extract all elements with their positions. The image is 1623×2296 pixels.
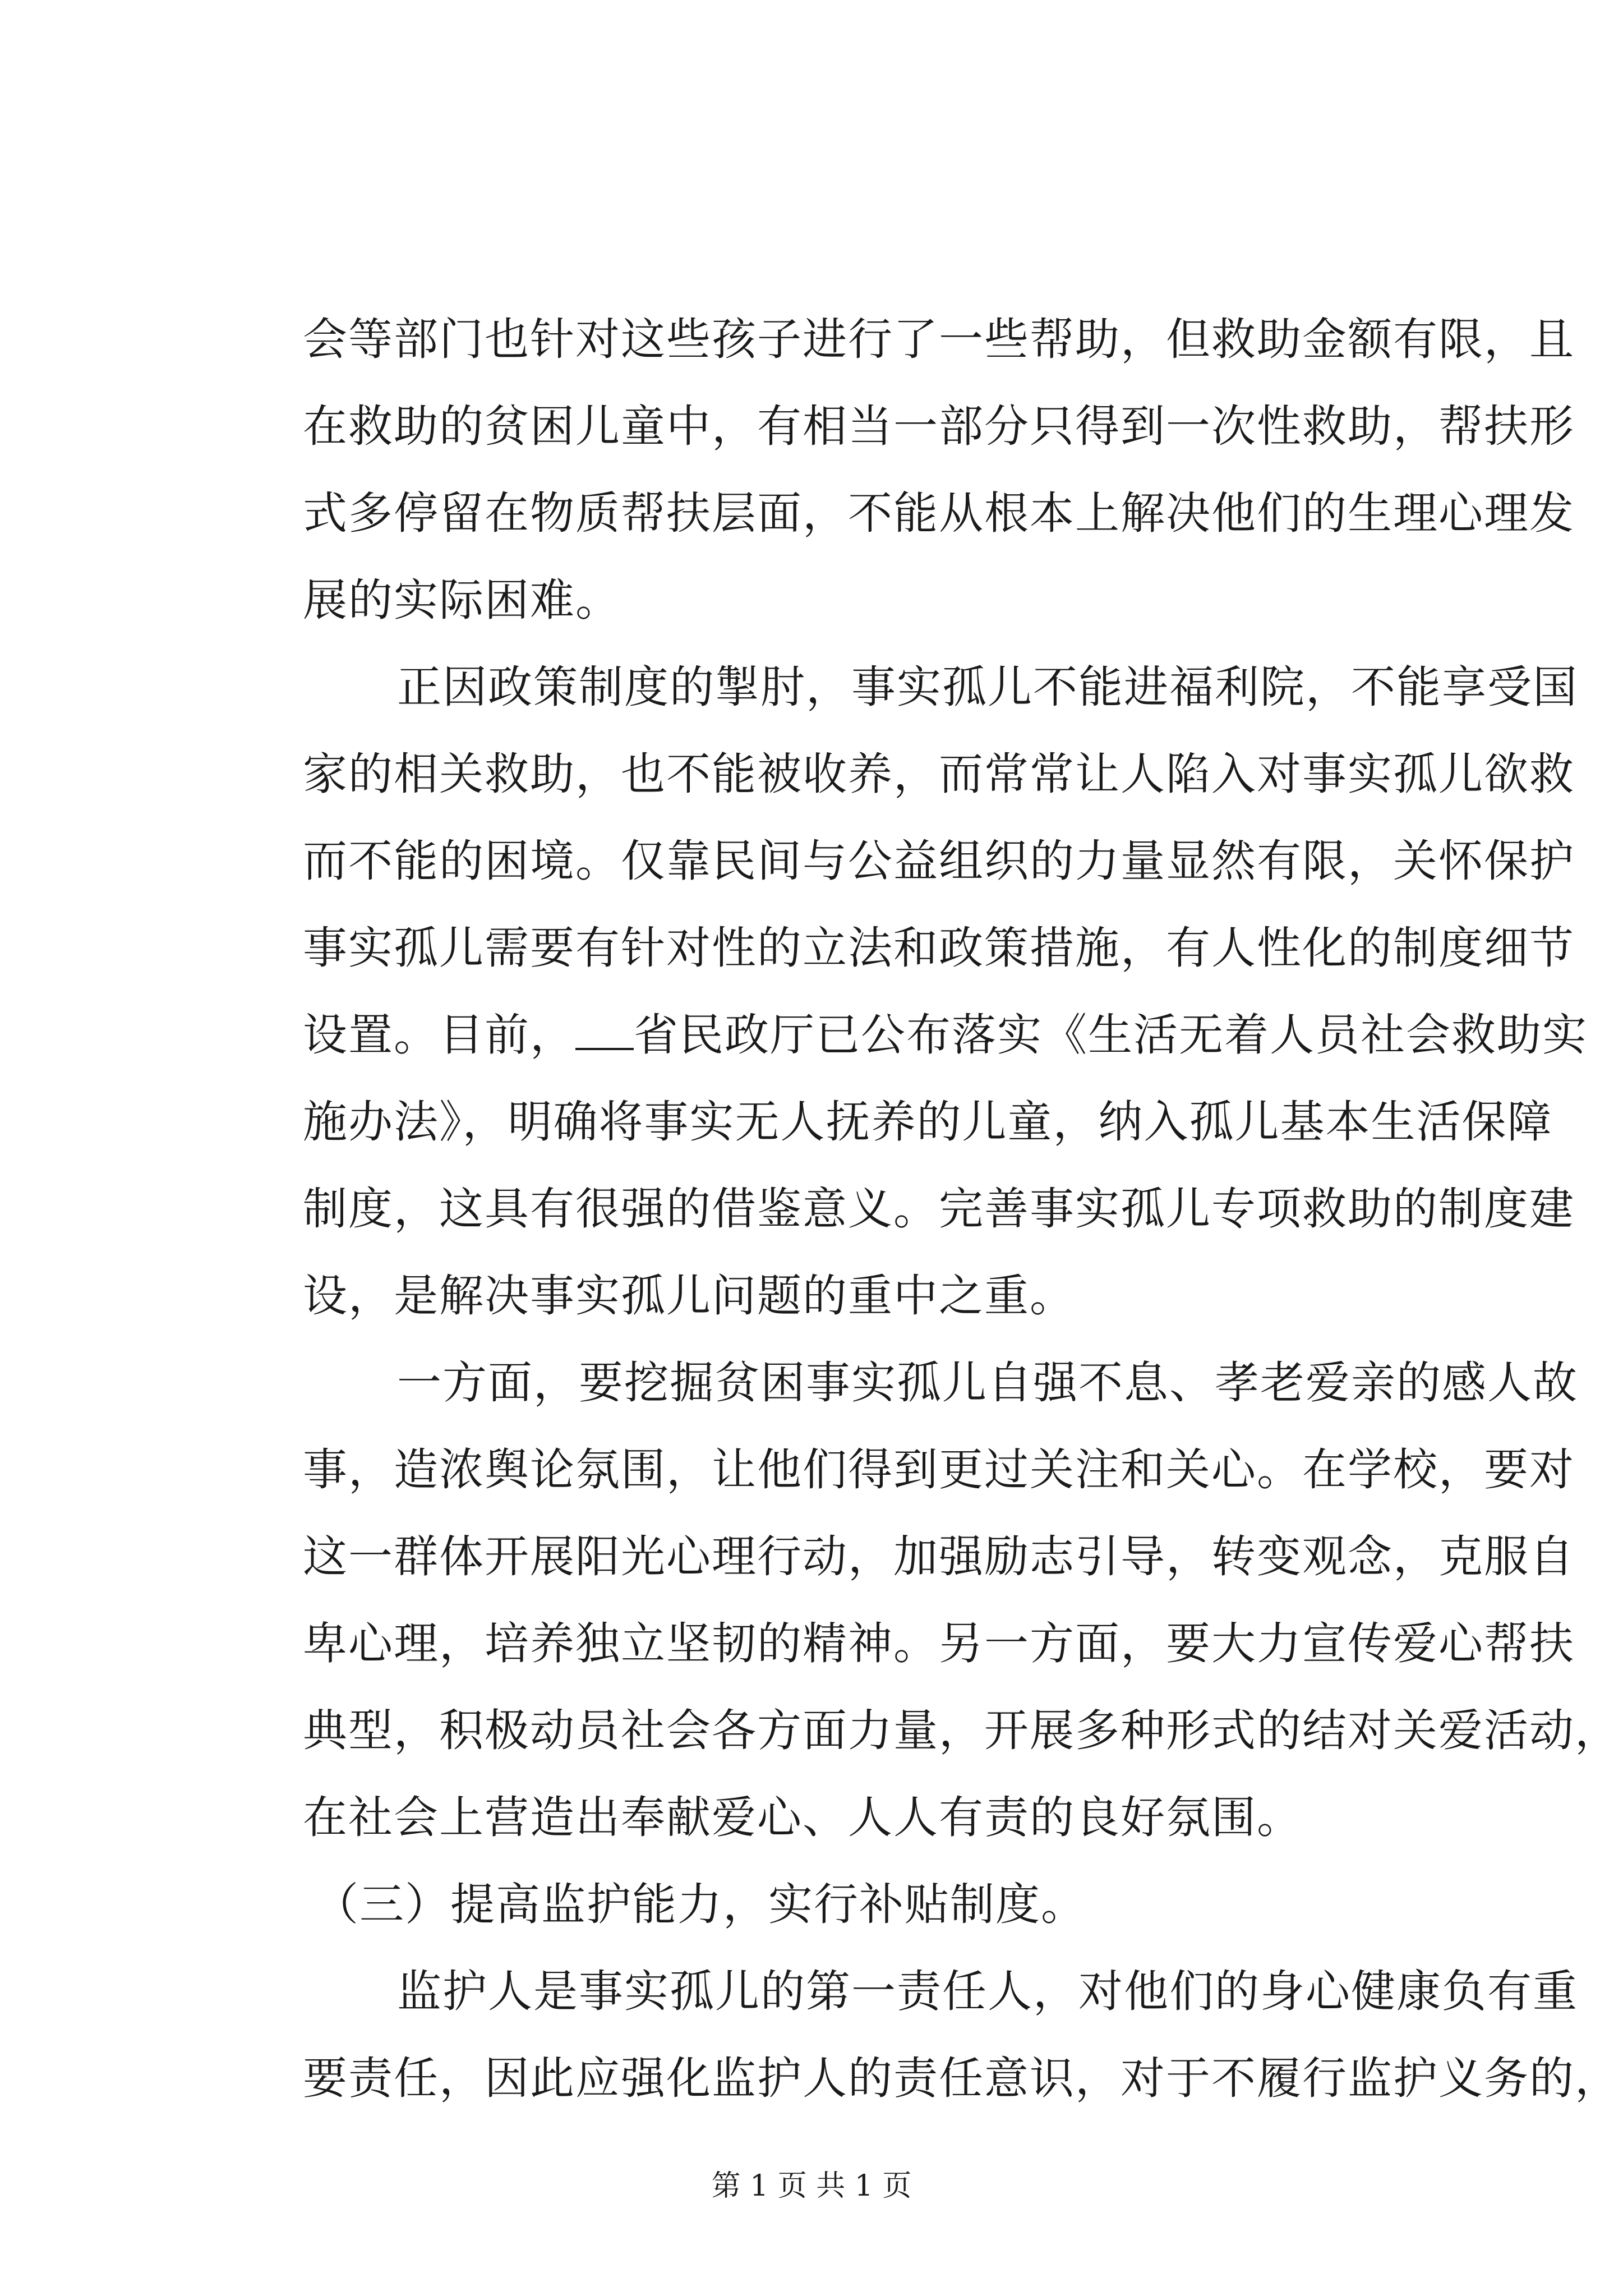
- paragraph-text: 设置。目前，: [303, 1009, 575, 1061]
- paragraph-line: 会等部门也针对这些孩子进行了一些帮助，但救助金额有限，且: [303, 314, 1575, 365]
- paragraph-line: [303, 1355, 1578, 1411]
- paragraph-text: 监护人是事实孤儿的第一责任人，对他们的身心健康负有重: [397, 1966, 1578, 2017]
- paragraph-line: 事，造浓舆论氛围，让他们得到更过关注和关心。在学校，要对: [303, 1444, 1575, 1496]
- blank-underline: [575, 1009, 634, 1050]
- paragraph-line: 事实孤儿需要有针对性的立法和政策措施，有人性化的制度细节: [303, 922, 1575, 974]
- section-heading: （三）提高监护能力，实行补贴制度。: [314, 1879, 1086, 1930]
- paragraph-text: 一方面，要挖掘贫困事实孤儿自强不息、孝老爱亲的感人故: [397, 1357, 1578, 1409]
- paragraph-line: [303, 1007, 1588, 1063]
- paragraph-line: 家的相关救助，也不能被收养，而常常让人陷入对事实孤儿欲救: [303, 748, 1575, 800]
- paragraph-line: 在社会上营造出奉献爱心、人人有责的良好氛围。: [303, 1792, 1302, 1843]
- paragraph-line: 卑心理，培养独立坚韧的精神。另一方面，要大力宣传爱心帮扶: [303, 1618, 1575, 1669]
- paragraph-line: 典型，积极动员社会各方面力量，开展多种形式的结对关爱活动，: [303, 1705, 1620, 1756]
- paragraph-line: 展的实际困难。: [303, 574, 621, 626]
- paragraph-line: 制度，这具有很强的借鉴意义。完善事实孤儿专项救助的制度建: [303, 1183, 1575, 1235]
- paragraph-text: 省民政厅已公布落实《生活无着人员社会救助实: [634, 1009, 1588, 1061]
- page-footer: 第 1 页 共 1 页: [711, 2169, 912, 2203]
- paragraph-line: 在救助的贫困儿童中，有相当一部分只得到一次性救助，帮扶形: [303, 401, 1575, 452]
- paragraph-line: 而不能的困境。仅靠民间与公益组织的力量显然有限，关怀保护: [303, 835, 1575, 887]
- paragraph-line: 施办法》，明确将事实无人抚养的儿童，纳入孤儿基本生活保障: [303, 1096, 1553, 1148]
- paragraph-line: 式多停留在物质帮扶层面，不能从根本上解决他们的生理心理发: [303, 487, 1575, 539]
- paragraph-line: [308, 659, 1578, 715]
- paragraph-line: [303, 1963, 1578, 2019]
- paragraph-line: 设，是解决事实孤儿问题的重中之重。: [303, 1270, 1075, 1322]
- paragraph-line: 要责任，因此应强化监护人的责任意识，对于不履行监护义务的，: [303, 2053, 1620, 2104]
- paragraph-line: 这一群体开展阳光心理行动，加强励志引导，转变观念，克服自: [303, 1531, 1575, 1582]
- paragraph-text: 正因政策制度的掣肘，事实孤儿不能进福利院，不能享受国: [397, 661, 1578, 713]
